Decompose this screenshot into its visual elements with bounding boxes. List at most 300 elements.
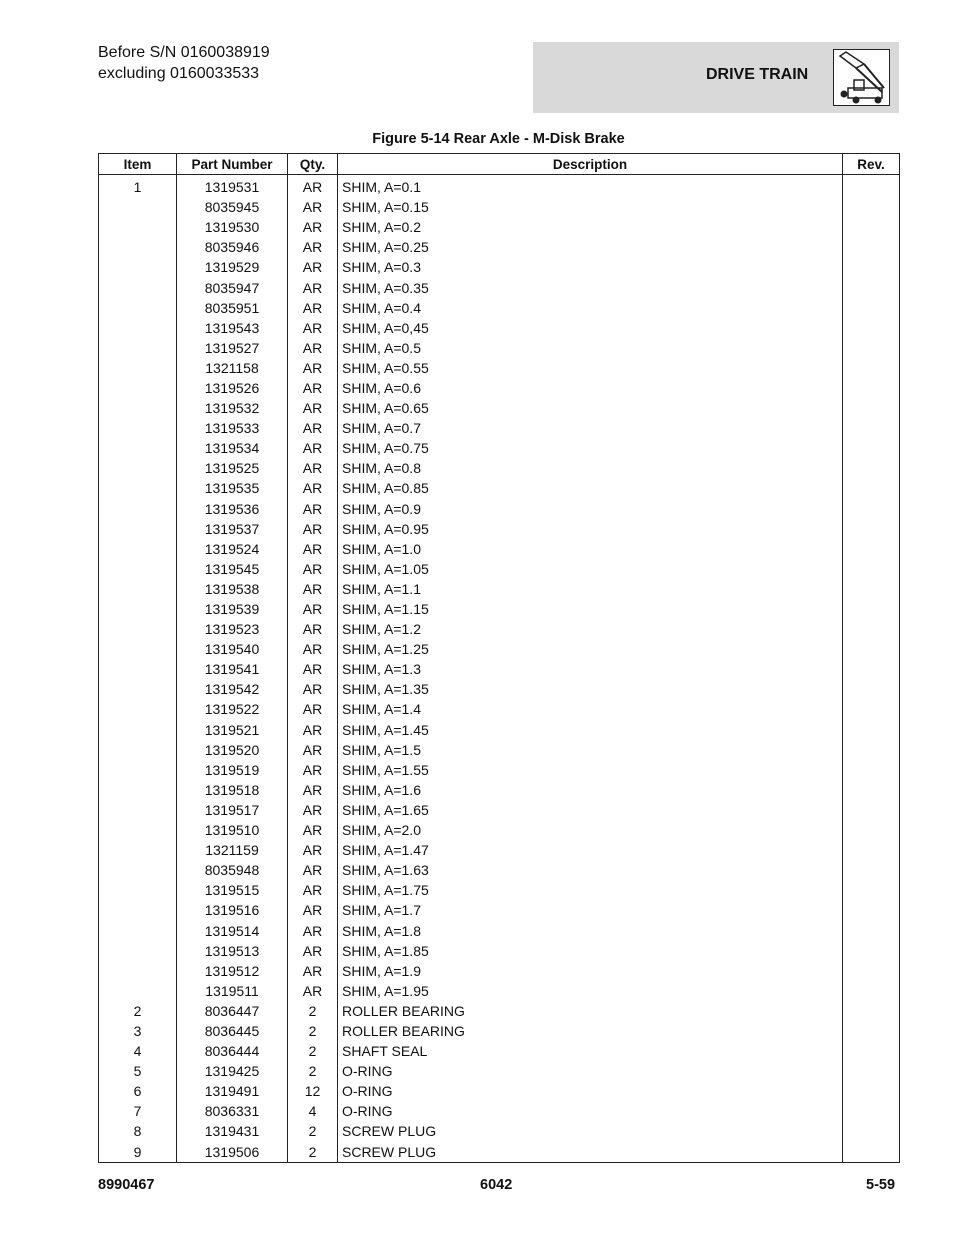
cell-rev: [843, 559, 900, 579]
cell-rev: [843, 1041, 900, 1061]
cell-rev: [843, 840, 900, 860]
serial-note-line1: Before S/N 0160038919: [98, 44, 270, 61]
table-row: [99, 981, 900, 1001]
cell-rev: [843, 338, 900, 358]
cell-qty: AR: [288, 599, 338, 619]
cell-part-number: 1321159: [177, 840, 288, 860]
cell-part-number: 1319538: [177, 579, 288, 599]
cell-rev: [843, 478, 900, 498]
cell-qty: AR: [288, 539, 338, 559]
cell-part-number: 8036447: [177, 1001, 288, 1021]
cell-part-number: 1319513: [177, 941, 288, 961]
cell-description: SHIM, A=1.45: [338, 720, 843, 740]
cell-qty: AR: [288, 499, 338, 519]
cell-part-number: 1319535: [177, 478, 288, 498]
cell-description: SHIM, A=1.47: [338, 840, 843, 860]
table-row: [99, 217, 900, 237]
cell-part-number: 1319531: [177, 175, 288, 198]
cell-qty: 2: [288, 1061, 338, 1081]
cell-qty: 12: [288, 1081, 338, 1101]
cell-rev: [843, 418, 900, 438]
cell-qty: AR: [288, 920, 338, 940]
cell-description: SHIM, A=0,45: [338, 318, 843, 338]
cell-qty: AR: [288, 941, 338, 961]
cell-description: SHIM, A=1.6: [338, 780, 843, 800]
cell-item: [99, 720, 177, 740]
cell-description: O-RING: [338, 1101, 843, 1121]
cell-description: SHIM, A=0.5: [338, 338, 843, 358]
cell-part-number: 1319512: [177, 961, 288, 981]
cell-item: [99, 780, 177, 800]
cell-part-number: 1319491: [177, 1081, 288, 1101]
cell-item: 2: [99, 1001, 177, 1021]
figure-title: Figure 5-14 Rear Axle - M-Disk Brake: [372, 131, 625, 147]
serial-note: [98, 42, 270, 84]
parts-table: [98, 153, 900, 1163]
cell-part-number: 1319515: [177, 880, 288, 900]
cell-rev: [843, 438, 900, 458]
cell-description: SHIM, A=0.15: [338, 197, 843, 217]
cell-description: SHIM, A=0.1: [338, 175, 843, 198]
cell-rev: [843, 1081, 900, 1101]
cell-rev: [843, 880, 900, 900]
cell-qty: AR: [288, 318, 338, 338]
cell-part-number: 1319529: [177, 257, 288, 277]
cell-part-number: 1319526: [177, 378, 288, 398]
table-row: [99, 820, 900, 840]
cell-part-number: 1319539: [177, 599, 288, 619]
cell-description: SHIM, A=1.95: [338, 981, 843, 1001]
table-row: [99, 1061, 900, 1081]
cell-description: ROLLER BEARING: [338, 1001, 843, 1021]
cell-item: [99, 840, 177, 860]
cell-qty: AR: [288, 619, 338, 639]
cell-item: [99, 398, 177, 418]
cell-description: SHIM, A=0.4: [338, 298, 843, 318]
cell-rev: [843, 458, 900, 478]
cell-item: [99, 298, 177, 318]
col-header-description: Description: [338, 154, 843, 175]
cell-qty: AR: [288, 438, 338, 458]
cell-description: SHIM, A=1.1: [338, 579, 843, 599]
cell-rev: [843, 920, 900, 940]
table-row: [99, 1021, 900, 1041]
cell-rev: [843, 599, 900, 619]
cell-item: [99, 418, 177, 438]
cell-item: [99, 458, 177, 478]
cell-qty: 2: [288, 1001, 338, 1021]
cell-description: SHIM, A=1.63: [338, 860, 843, 880]
cell-description: SHIM, A=1.2: [338, 619, 843, 639]
cell-rev: [843, 820, 900, 840]
cell-item: 8: [99, 1121, 177, 1141]
cell-part-number: 1319524: [177, 539, 288, 559]
cell-qty: AR: [288, 659, 338, 679]
table-row: [99, 519, 900, 539]
table-row: [99, 900, 900, 920]
table-row: [99, 599, 900, 619]
forklift-machine-icon: [833, 49, 890, 106]
cell-qty: AR: [288, 760, 338, 780]
cell-qty: AR: [288, 338, 338, 358]
cell-part-number: 1319520: [177, 740, 288, 760]
cell-qty: AR: [288, 257, 338, 277]
cell-qty: AR: [288, 378, 338, 398]
cell-description: O-RING: [338, 1061, 843, 1081]
table-row: [99, 197, 900, 217]
table-row: [99, 920, 900, 940]
cell-qty: AR: [288, 800, 338, 820]
cell-description: ROLLER BEARING: [338, 1021, 843, 1041]
col-header-qty: Qty.: [288, 154, 338, 175]
cell-item: [99, 579, 177, 599]
cell-part-number: 8035945: [177, 197, 288, 217]
table-row: [99, 499, 900, 519]
cell-qty: AR: [288, 961, 338, 981]
cell-qty: AR: [288, 418, 338, 438]
cell-item: [99, 499, 177, 519]
cell-qty: AR: [288, 478, 338, 498]
cell-description: SHIM, A=1.15: [338, 599, 843, 619]
cell-item: [99, 659, 177, 679]
cell-item: [99, 941, 177, 961]
cell-rev: [843, 780, 900, 800]
table-row: [99, 619, 900, 639]
table-row: [99, 458, 900, 478]
cell-item: [99, 619, 177, 639]
cell-part-number: 8035946: [177, 237, 288, 257]
col-header-item: Item: [99, 154, 177, 175]
cell-qty: AR: [288, 579, 338, 599]
cell-qty: AR: [288, 900, 338, 920]
cell-rev: [843, 277, 900, 297]
cell-part-number: 1319514: [177, 920, 288, 940]
cell-description: SHIM, A=0.7: [338, 418, 843, 438]
cell-part-number: 8035947: [177, 277, 288, 297]
cell-rev: [843, 197, 900, 217]
cell-part-number: 1319532: [177, 398, 288, 418]
cell-qty: AR: [288, 519, 338, 539]
cell-rev: [843, 900, 900, 920]
cell-qty: AR: [288, 358, 338, 378]
cell-part-number: 1319425: [177, 1061, 288, 1081]
cell-rev: [843, 740, 900, 760]
cell-rev: [843, 257, 900, 277]
table-row: [99, 800, 900, 820]
cell-description: SHIM, A=0.65: [338, 398, 843, 418]
table-row: [99, 175, 900, 198]
cell-qty: AR: [288, 780, 338, 800]
cell-rev: [843, 679, 900, 699]
cell-item: [99, 699, 177, 719]
table-row: [99, 699, 900, 719]
cell-part-number: 1319510: [177, 820, 288, 840]
cell-part-number: 8035951: [177, 298, 288, 318]
table-row: [99, 760, 900, 780]
footer-doc-number: 8990467: [98, 1177, 155, 1193]
cell-rev: [843, 398, 900, 418]
cell-qty: AR: [288, 197, 338, 217]
cell-description: SHIM, A=1.25: [338, 639, 843, 659]
cell-qty: AR: [288, 398, 338, 418]
cell-rev: [843, 1061, 900, 1081]
cell-item: [99, 559, 177, 579]
cell-qty: 2: [288, 1041, 338, 1061]
cell-description: SCREW PLUG: [338, 1142, 843, 1163]
cell-item: [99, 539, 177, 559]
table-row: [99, 237, 900, 257]
cell-part-number: 8036444: [177, 1041, 288, 1061]
table-row: [99, 740, 900, 760]
table-row: [99, 961, 900, 981]
table-row: [99, 679, 900, 699]
cell-part-number: 1319534: [177, 438, 288, 458]
cell-description: SHIM, A=0.3: [338, 257, 843, 277]
cell-item: [99, 358, 177, 378]
table-row: [99, 880, 900, 900]
cell-qty: AR: [288, 699, 338, 719]
cell-description: SHIM, A=1.3: [338, 659, 843, 679]
table-row: [99, 840, 900, 860]
cell-qty: AR: [288, 639, 338, 659]
cell-rev: [843, 1121, 900, 1141]
cell-rev: [843, 237, 900, 257]
cell-part-number: 1319540: [177, 639, 288, 659]
cell-item: [99, 820, 177, 840]
table-row: [99, 398, 900, 418]
cell-item: [99, 961, 177, 981]
cell-part-number: 1319542: [177, 679, 288, 699]
cell-rev: [843, 941, 900, 961]
cell-description: SHAFT SEAL: [338, 1041, 843, 1061]
cell-qty: AR: [288, 740, 338, 760]
table-row: [99, 1121, 900, 1141]
col-header-rev: Rev.: [843, 154, 900, 175]
table-row: [99, 277, 900, 297]
cell-rev: [843, 981, 900, 1001]
cell-item: [99, 478, 177, 498]
cell-description: SHIM, A=1.4: [338, 699, 843, 719]
table-row: [99, 659, 900, 679]
cell-item: 1: [99, 175, 177, 198]
cell-part-number: 1319545: [177, 559, 288, 579]
table-row: [99, 298, 900, 318]
table-row: [99, 720, 900, 740]
cell-item: [99, 438, 177, 458]
cell-description: SHIM, A=1.85: [338, 941, 843, 961]
cell-rev: [843, 659, 900, 679]
cell-rev: [843, 800, 900, 820]
cell-rev: [843, 499, 900, 519]
cell-item: [99, 318, 177, 338]
cell-description: O-RING: [338, 1081, 843, 1101]
cell-qty: AR: [288, 880, 338, 900]
cell-description: SHIM, A=1.65: [338, 800, 843, 820]
cell-item: [99, 217, 177, 237]
cell-rev: [843, 619, 900, 639]
cell-item: 9: [99, 1142, 177, 1163]
cell-item: [99, 900, 177, 920]
cell-qty: 4: [288, 1101, 338, 1121]
cell-item: [99, 981, 177, 1001]
table-row: [99, 318, 900, 338]
footer-model: 6042: [480, 1177, 513, 1193]
cell-description: SHIM, A=0.25: [338, 237, 843, 257]
cell-rev: [843, 579, 900, 599]
cell-rev: [843, 1001, 900, 1021]
cell-item: [99, 519, 177, 539]
cell-item: [99, 599, 177, 619]
cell-rev: [843, 961, 900, 981]
cell-item: [99, 257, 177, 277]
cell-qty: AR: [288, 720, 338, 740]
table-row: [99, 1081, 900, 1101]
cell-description: SHIM, A=1.9: [338, 961, 843, 981]
cell-part-number: 1319519: [177, 760, 288, 780]
cell-item: [99, 237, 177, 257]
cell-item: 5: [99, 1061, 177, 1081]
table-row: [99, 358, 900, 378]
cell-rev: [843, 1021, 900, 1041]
table-row: [99, 860, 900, 880]
cell-item: [99, 378, 177, 398]
parts-table-body: [99, 175, 900, 1163]
cell-item: [99, 920, 177, 940]
cell-qty: AR: [288, 860, 338, 880]
table-row: [99, 338, 900, 358]
cell-description: SHIM, A=1.55: [338, 760, 843, 780]
cell-item: [99, 740, 177, 760]
cell-description: SHIM, A=0.2: [338, 217, 843, 237]
cell-qty: AR: [288, 175, 338, 198]
cell-qty: AR: [288, 820, 338, 840]
cell-qty: AR: [288, 237, 338, 257]
cell-part-number: 1319523: [177, 619, 288, 639]
table-row: [99, 1101, 900, 1121]
cell-part-number: 1319537: [177, 519, 288, 539]
cell-qty: AR: [288, 559, 338, 579]
col-header-part-number: Part Number: [177, 154, 288, 175]
cell-part-number: 1319533: [177, 418, 288, 438]
table-row: [99, 559, 900, 579]
table-row: [99, 941, 900, 961]
cell-part-number: 1319511: [177, 981, 288, 1001]
table-row: [99, 639, 900, 659]
cell-rev: [843, 217, 900, 237]
cell-qty: 2: [288, 1021, 338, 1041]
cell-description: SHIM, A=0.55: [338, 358, 843, 378]
cell-qty: AR: [288, 277, 338, 297]
table-row: [99, 579, 900, 599]
cell-rev: [843, 1101, 900, 1121]
cell-rev: [843, 378, 900, 398]
cell-item: [99, 197, 177, 217]
cell-rev: [843, 720, 900, 740]
cell-part-number: 1319530: [177, 217, 288, 237]
cell-qty: AR: [288, 840, 338, 860]
section-header: [533, 42, 899, 113]
cell-item: [99, 800, 177, 820]
cell-description: SHIM, A=0.95: [338, 519, 843, 539]
cell-description: SHIM, A=1.0: [338, 539, 843, 559]
cell-rev: [843, 539, 900, 559]
cell-part-number: 1319521: [177, 720, 288, 740]
cell-rev: [843, 298, 900, 318]
cell-qty: AR: [288, 298, 338, 318]
table-row: [99, 438, 900, 458]
table-row: [99, 539, 900, 559]
cell-qty: 2: [288, 1121, 338, 1141]
cell-item: 7: [99, 1101, 177, 1121]
cell-description: SHIM, A=1.75: [338, 880, 843, 900]
cell-description: SHIM, A=0.85: [338, 478, 843, 498]
cell-rev: [843, 358, 900, 378]
cell-part-number: 1319541: [177, 659, 288, 679]
cell-qty: AR: [288, 981, 338, 1001]
cell-description: SHIM, A=0.35: [338, 277, 843, 297]
cell-description: SHIM, A=0.75: [338, 438, 843, 458]
cell-part-number: 1319506: [177, 1142, 288, 1163]
cell-item: 6: [99, 1081, 177, 1101]
cell-description: SHIM, A=1.8: [338, 920, 843, 940]
cell-part-number: 8036445: [177, 1021, 288, 1041]
cell-part-number: 1319517: [177, 800, 288, 820]
cell-rev: [843, 860, 900, 880]
serial-note-line2: excluding 0160033533: [98, 65, 260, 82]
cell-part-number: 1319522: [177, 699, 288, 719]
cell-qty: AR: [288, 217, 338, 237]
cell-item: [99, 639, 177, 659]
cell-part-number: 1319536: [177, 499, 288, 519]
cell-rev: [843, 639, 900, 659]
cell-rev: [843, 318, 900, 338]
cell-rev: [843, 1142, 900, 1163]
cell-description: SHIM, A=0.8: [338, 458, 843, 478]
table-row: [99, 257, 900, 277]
cell-rev: [843, 519, 900, 539]
cell-part-number: 1319518: [177, 780, 288, 800]
cell-item: [99, 880, 177, 900]
cell-part-number: 1319525: [177, 458, 288, 478]
table-row: [99, 478, 900, 498]
cell-part-number: 1319516: [177, 900, 288, 920]
cell-part-number: 1319543: [177, 318, 288, 338]
cell-description: SHIM, A=1.35: [338, 679, 843, 699]
table-row: [99, 780, 900, 800]
cell-part-number: 1319527: [177, 338, 288, 358]
table-row: [99, 378, 900, 398]
cell-item: 4: [99, 1041, 177, 1061]
cell-item: [99, 679, 177, 699]
cell-qty: 2: [288, 1142, 338, 1163]
cell-item: [99, 760, 177, 780]
table-row: [99, 1041, 900, 1061]
cell-part-number: 1321158: [177, 358, 288, 378]
cell-rev: [843, 699, 900, 719]
cell-part-number: 8035948: [177, 860, 288, 880]
cell-description: SHIM, A=0.9: [338, 499, 843, 519]
cell-rev: [843, 175, 900, 198]
cell-part-number: 8036331: [177, 1101, 288, 1121]
footer-page-number: 5-59: [866, 1177, 896, 1193]
cell-qty: AR: [288, 458, 338, 478]
table-row: [99, 1001, 900, 1021]
section-title: DRIVE TRAIN: [706, 66, 809, 83]
cell-item: 3: [99, 1021, 177, 1041]
cell-part-number: 1319431: [177, 1121, 288, 1141]
table-header-row: [99, 154, 900, 175]
cell-rev: [843, 760, 900, 780]
